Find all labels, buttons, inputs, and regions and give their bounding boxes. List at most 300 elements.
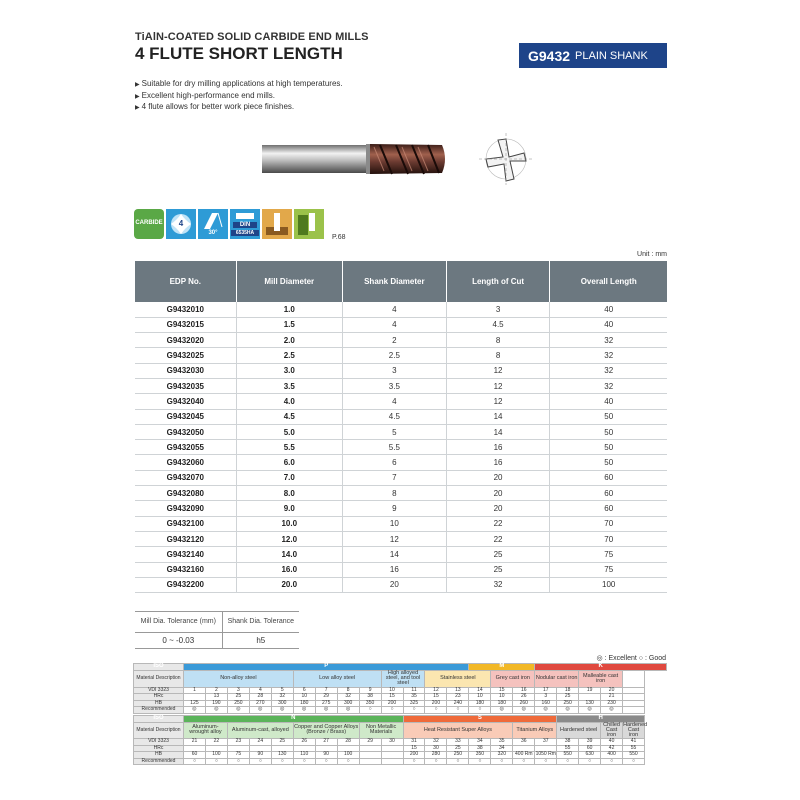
tolerance-table: [135, 611, 299, 649]
vdi-cell: 37: [535, 739, 557, 746]
shank-dia-cell: 3: [342, 363, 446, 378]
vdi-cell: 34: [469, 739, 491, 746]
mill-dia-cell: 5.5: [236, 440, 342, 455]
table-row: [135, 501, 667, 516]
vdi-cell: 5: [271, 687, 293, 694]
shank-dia-cell: 2.5: [342, 348, 446, 363]
hrc-cell: 30: [425, 745, 447, 752]
slotting-shape-icon: [262, 209, 292, 239]
hb-cell: 100: [337, 752, 359, 759]
feature-item: ▶ 4 flute allows for better work piece finishes.: [135, 102, 343, 114]
mill-dia-cell: 3.0: [236, 363, 342, 378]
col-header: Length of Cut: [446, 261, 550, 302]
vdi-cell: 13: [447, 687, 469, 694]
hb-cell: 110: [293, 752, 315, 759]
cut-length-cell: 3: [446, 302, 550, 317]
edp-cell: G9432050: [135, 424, 236, 439]
col-header: Shank Diameter: [342, 261, 446, 302]
edp-cell: G9432025: [135, 348, 236, 363]
mill-dia-cell: 2.5: [236, 348, 342, 363]
rec-cell: ○: [469, 707, 491, 714]
vdi-cell: 8: [337, 687, 359, 694]
rating-legend: ◎ : Excellent ○ : Good: [596, 655, 666, 662]
material-desc-row: [134, 722, 667, 739]
cut-length-cell: 20: [446, 501, 550, 516]
vdi-cell: 36: [513, 739, 535, 746]
vdi-cell: 17: [535, 687, 557, 694]
edp-cell: G9432120: [135, 531, 236, 546]
hb-cell: 130: [271, 752, 293, 759]
series-type: PLAIN SHANK: [575, 49, 648, 62]
table-row: [135, 440, 667, 455]
table-row: [135, 363, 667, 378]
edp-cell: G9432035: [135, 378, 236, 393]
cut-length-cell: 20: [446, 470, 550, 485]
rec-cell: ◎: [205, 707, 227, 714]
iso-group: K: [535, 664, 667, 671]
mill-dia-cell: 4.5: [236, 409, 342, 424]
mill-dia-cell: 16.0: [236, 562, 342, 577]
material-desc: Non-alloy steel: [184, 671, 294, 688]
shank-dia-cell: 10: [342, 516, 446, 531]
rec-cell: ◎: [601, 707, 623, 714]
hb-cell: 325: [403, 700, 425, 707]
cut-length-cell: 14: [446, 409, 550, 424]
shank-dia-cell: 5: [342, 424, 446, 439]
hb-cell: 190: [205, 700, 227, 707]
rec-row: [134, 758, 667, 765]
hb-cell: 250: [447, 752, 469, 759]
col-header: Mill Diameter: [236, 261, 342, 302]
rec-cell: ○: [579, 758, 601, 765]
vdi-cell: 33: [447, 739, 469, 746]
shank-dia-cell: 4: [342, 302, 446, 317]
rec-cell: ◎: [337, 707, 359, 714]
helix-angle-icon: [198, 209, 228, 239]
vdi-cell: 19: [579, 687, 601, 694]
row-header: HRc: [134, 745, 184, 752]
hb-cell: 550: [557, 752, 579, 759]
rec-cell: ○: [425, 758, 447, 765]
hrc-cell: 34: [491, 745, 513, 752]
rec-cell: ○: [205, 758, 227, 765]
rec-cell: ○: [337, 758, 359, 765]
mill-dia-cell: 2.0: [236, 333, 342, 348]
hb-cell: 200: [381, 700, 403, 707]
hb-cell: 550: [623, 752, 645, 759]
shank-dia-cell: 5.5: [342, 440, 446, 455]
vdi-cell: 35: [491, 739, 513, 746]
hb-cell: 75: [227, 752, 249, 759]
side-milling-icon: [294, 209, 324, 239]
hrc-cell: 29: [315, 694, 337, 701]
flute-count-label: 4: [178, 219, 184, 228]
cross-section-diagram: [476, 131, 536, 187]
hrc-cell: 25: [447, 745, 469, 752]
hrc-cell: 15: [381, 694, 403, 701]
vdi-cell: 28: [337, 739, 359, 746]
series-code: G9432: [528, 47, 571, 64]
vdi-cell: 1: [184, 687, 206, 694]
vdi-cell: 11: [403, 687, 425, 694]
hb-cell: 200: [403, 752, 425, 759]
shank-dia-cell: 9: [342, 501, 446, 516]
hb-cell: 125: [184, 700, 206, 707]
rec-cell: ◎: [535, 707, 557, 714]
vdi-cell: 16: [513, 687, 535, 694]
row-header: HRc: [134, 694, 184, 701]
hb-cell: 160: [535, 700, 557, 707]
hb-cell: 90: [315, 752, 337, 759]
rec-cell: ○: [557, 758, 579, 765]
vdi-cell: 31: [403, 739, 425, 746]
rec-cell: ◎: [513, 707, 535, 714]
end-mill-image: [262, 141, 448, 177]
hrc-cell: 10: [491, 694, 513, 701]
hb-cell: 260: [513, 700, 535, 707]
helix-angle-label: 30°: [208, 230, 218, 236]
cut-length-cell: 25: [446, 547, 550, 562]
vdi-cell: 24: [249, 739, 271, 746]
overall-length-cell: 40: [550, 394, 667, 409]
hrc-cell: 32: [271, 694, 293, 701]
rec-cell: ◎: [579, 707, 601, 714]
row-header: Recommended: [134, 758, 184, 765]
rec-cell: [381, 758, 403, 765]
overall-length-cell: 40: [550, 302, 667, 317]
mill-dia-cell: 8.0: [236, 486, 342, 501]
hrc-cell: 55: [623, 745, 645, 752]
table-row: [135, 486, 667, 501]
cut-length-cell: 22: [446, 531, 550, 546]
col-header: EDP No.: [135, 261, 236, 302]
overall-length-cell: 32: [550, 363, 667, 378]
vdi-cell: 25: [271, 739, 293, 746]
hb-cell: 180: [469, 700, 491, 707]
mill-dia-cell: 5.0: [236, 424, 342, 439]
vdi-cell: 20: [601, 687, 623, 694]
product-table: [135, 261, 667, 593]
hrc-cell: 55: [557, 745, 579, 752]
vdi-cell: 2: [205, 687, 227, 694]
material-desc: Copper and Copper Alloys (Bronze / Brass): [293, 722, 359, 739]
tolerance-header: Shank Dia. Tolerance: [222, 612, 299, 633]
catalog-subtitle: TiAlN-COATED SOLID CARBIDE END MILLS: [135, 31, 369, 43]
material-desc: Heat Resistant Super Alloys: [403, 722, 513, 739]
table-row: [135, 317, 667, 332]
table-header-row: [135, 261, 667, 302]
hrc-cell: 38: [469, 745, 491, 752]
hb-cell: 300: [271, 700, 293, 707]
rec-cell: ◎: [293, 707, 315, 714]
hb-cell: 250: [557, 700, 579, 707]
overall-length-cell: 70: [550, 516, 667, 531]
tolerance-header: Mill Dia. Tolerance (mm): [135, 612, 222, 633]
feature-item: ▶ Excellent high-performance end mills.: [135, 91, 343, 103]
table-row: [135, 378, 667, 393]
edp-cell: G9432070: [135, 470, 236, 485]
edp-cell: G9432080: [135, 486, 236, 501]
rec-cell: ○: [513, 758, 535, 765]
vdi-cell: 23: [227, 739, 249, 746]
table-row: [135, 470, 667, 485]
overall-length-cell: 32: [550, 348, 667, 363]
rec-cell: ○: [447, 707, 469, 714]
vdi-cell: 10: [381, 687, 403, 694]
side-milling-shape-icon: [294, 209, 324, 239]
rec-cell: ○: [535, 758, 557, 765]
vdi-cell: 9: [359, 687, 381, 694]
table-row: [135, 348, 667, 363]
din-standard-icon: [230, 209, 260, 239]
overall-length-cell: 100: [550, 577, 667, 592]
edp-cell: G9432100: [135, 516, 236, 531]
row-header: ISO: [134, 715, 184, 722]
rec-cell: ○: [601, 758, 623, 765]
shank-dia-cell: 7: [342, 470, 446, 485]
rec-cell: ○: [403, 758, 425, 765]
mill-dia-cell: 6.0: [236, 455, 342, 470]
edp-cell: G9432090: [135, 501, 236, 516]
edp-cell: G9432030: [135, 363, 236, 378]
slotting-icon: [262, 209, 292, 239]
rec-cell: ◎: [557, 707, 579, 714]
hb-cell: 350: [469, 752, 491, 759]
table-row: [135, 333, 667, 348]
rec-cell: ◎: [271, 707, 293, 714]
hrc-cell: 35: [403, 694, 425, 701]
hrc-cell: 10: [469, 694, 491, 701]
hb-cell: 180: [293, 700, 315, 707]
mill-dia-cell: 7.0: [236, 470, 342, 485]
hrc-cell: 15: [403, 745, 425, 752]
edp-cell: G9432015: [135, 317, 236, 332]
hb-cell: 60: [184, 752, 206, 759]
hrc-cell: 10: [293, 694, 315, 701]
edp-cell: G9432040: [135, 394, 236, 409]
material-desc: Chilled Cast iron: [601, 722, 623, 739]
edp-cell: G9432200: [135, 577, 236, 592]
material-desc: High alloyed steel, and tool steel: [381, 671, 425, 688]
unit-label: Unit : mm: [637, 251, 667, 258]
page-reference: P.68: [332, 234, 346, 241]
material-desc: Hardened steel: [557, 722, 601, 739]
hb-cell: 270: [249, 700, 271, 707]
overall-length-cell: 50: [550, 455, 667, 470]
mill-dia-cell: 20.0: [236, 577, 342, 592]
cut-length-cell: 14: [446, 424, 550, 439]
vdi-cell: 29: [359, 739, 381, 746]
material-table-body: [134, 664, 667, 765]
hb-cell: 240: [447, 700, 469, 707]
material-desc: Stainless steel: [425, 671, 491, 688]
overall-length-cell: 50: [550, 440, 667, 455]
rec-cell: ○: [491, 758, 513, 765]
mill-dia-cell: 10.0: [236, 516, 342, 531]
material-desc: Aluminum-wrought alloy: [184, 722, 228, 739]
rec-cell: ○: [381, 707, 403, 714]
overall-length-cell: 40: [550, 317, 667, 332]
rec-cell: ◎: [249, 707, 271, 714]
hrc-cell: 23: [447, 694, 469, 701]
vdi-cell: 4: [249, 687, 271, 694]
material-desc: Low alloy steel: [293, 671, 381, 688]
table-row: [135, 409, 667, 424]
vdi-cell: 38: [557, 739, 579, 746]
tolerance-value: 0 ~ -0.03: [135, 633, 222, 649]
mill-dia-cell: 3.5: [236, 378, 342, 393]
row-header: Recommended: [134, 707, 184, 714]
row-header: HB: [134, 752, 184, 759]
vdi-cell: 6: [293, 687, 315, 694]
edp-cell: G9432140: [135, 547, 236, 562]
shank-dia-cell: 6: [342, 455, 446, 470]
hb-cell: 90: [249, 752, 271, 759]
tolerance-value: h5: [222, 633, 299, 649]
vdi-cell: 3: [227, 687, 249, 694]
cut-length-cell: 16: [446, 455, 550, 470]
vdi-cell: 18: [557, 687, 579, 694]
rec-cell: ○: [447, 758, 469, 765]
row-header: VDI 3323: [134, 687, 184, 694]
row-header: Material Description: [134, 671, 184, 688]
cut-length-cell: 12: [446, 394, 550, 409]
hb-cell: 130: [579, 700, 601, 707]
overall-length-cell: 32: [550, 333, 667, 348]
edp-cell: G9432160: [135, 562, 236, 577]
row-header: HB: [134, 700, 184, 707]
material-desc: Non Metallic Materials: [359, 722, 403, 739]
hb-cell: 200: [425, 700, 447, 707]
hrc-cell: 13: [205, 694, 227, 701]
shank-dia-cell: 3.5: [342, 378, 446, 393]
material-table: [133, 663, 667, 765]
feature-item: ▶ Suitable for dry milling applications at high temperatures.: [135, 79, 343, 91]
col-header: Overall Length: [550, 261, 667, 302]
edp-cell: G9432045: [135, 409, 236, 424]
hb-cell: 630: [579, 752, 601, 759]
hb-cell: 350: [359, 700, 381, 707]
hb-cell: 250: [227, 700, 249, 707]
table-row: [135, 302, 667, 317]
shank-dia-cell: 20: [342, 577, 446, 592]
edp-cell: G9432020: [135, 333, 236, 348]
hrc-cell: 32: [337, 694, 359, 701]
row-header: VDI 3323: [134, 739, 184, 746]
hrc-cell: 42: [601, 745, 623, 752]
hrc-cell: 15: [425, 694, 447, 701]
vdi-cell: 12: [425, 687, 447, 694]
shank-dia-cell: 8: [342, 486, 446, 501]
mill-dia-cell: 1.0: [236, 302, 342, 317]
overall-length-cell: 60: [550, 470, 667, 485]
rec-cell: ◎: [227, 707, 249, 714]
hrc-cell: 25: [557, 694, 579, 701]
hb-cell: 300: [337, 700, 359, 707]
vdi-cell: 7: [315, 687, 337, 694]
hb-cell: 320: [491, 752, 513, 759]
carbide-label: CARBIDE: [135, 220, 163, 226]
edp-cell: G9432060: [135, 455, 236, 470]
iso-group: N: [184, 715, 404, 722]
rec-cell: ○: [359, 707, 381, 714]
table-row: [135, 516, 667, 531]
shank-dia-cell: 4: [342, 317, 446, 332]
rec-cell: ○: [623, 758, 645, 765]
table-row: [135, 577, 667, 592]
flute-count-icon: [166, 209, 196, 239]
overall-length-cell: 60: [550, 486, 667, 501]
hrc-cell: 26: [513, 694, 535, 701]
rec-cell: ◎: [491, 707, 513, 714]
vdi-cell: 41: [623, 739, 645, 746]
iso-group: P: [184, 664, 469, 671]
carbide-icon: [134, 209, 164, 239]
cut-length-cell: 20: [446, 486, 550, 501]
overall-length-cell: 32: [550, 378, 667, 393]
empty-cell: [623, 671, 645, 688]
cut-length-cell: 12: [446, 378, 550, 393]
rec-cell: ○: [403, 707, 425, 714]
vdi-cell: 32: [425, 739, 447, 746]
table-row: [135, 531, 667, 546]
cut-length-cell: 25: [446, 562, 550, 577]
shank-dia-cell: 16: [342, 562, 446, 577]
hb-cell: 100: [205, 752, 227, 759]
hb-cell: 275: [315, 700, 337, 707]
cut-length-cell: 12: [446, 363, 550, 378]
hb-cell: 1050 Rm: [535, 751, 556, 758]
vdi-cell: 21: [184, 739, 206, 746]
rec-cell: ○: [469, 758, 491, 765]
shank-dia-cell: 4: [342, 394, 446, 409]
material-desc: Nodular cast iron: [535, 671, 579, 688]
table-row: [135, 455, 667, 470]
hrc-cell: 38: [359, 694, 381, 701]
edp-cell: G9432055: [135, 440, 236, 455]
rec-cell: ○: [249, 758, 271, 765]
helix-shape-icon: [198, 209, 228, 231]
table-row: [135, 547, 667, 562]
rec-cell: ○: [184, 758, 206, 765]
table-row: [135, 394, 667, 409]
shank-dia-cell: 4.5: [342, 409, 446, 424]
din-label-line2: 6535HA: [231, 230, 259, 236]
rec-cell: ○: [425, 707, 447, 714]
hb-cell: 230: [601, 700, 623, 707]
vdi-cell: 27: [315, 739, 337, 746]
cut-length-cell: 4.5: [446, 317, 550, 332]
cut-length-cell: 8: [446, 348, 550, 363]
vdi-cell: 40: [601, 739, 623, 746]
mill-dia-cell: 12.0: [236, 531, 342, 546]
rec-cell: [359, 758, 381, 765]
shank-dia-cell: 14: [342, 547, 446, 562]
material-desc: Titanium Alloys: [513, 722, 557, 739]
overall-length-cell: 50: [550, 409, 667, 424]
hrc-cell: 25: [227, 694, 249, 701]
cut-length-cell: 32: [446, 577, 550, 592]
rec-cell: ○: [293, 758, 315, 765]
vdi-cell: 15: [491, 687, 513, 694]
shank-dia-cell: 12: [342, 531, 446, 546]
material-desc: Hardened Cast iron: [623, 721, 648, 739]
overall-length-cell: 75: [550, 562, 667, 577]
series-badge: [519, 43, 667, 68]
table-row: [135, 562, 667, 577]
mill-dia-cell: 4.0: [236, 394, 342, 409]
row-header: ISO: [134, 664, 184, 671]
